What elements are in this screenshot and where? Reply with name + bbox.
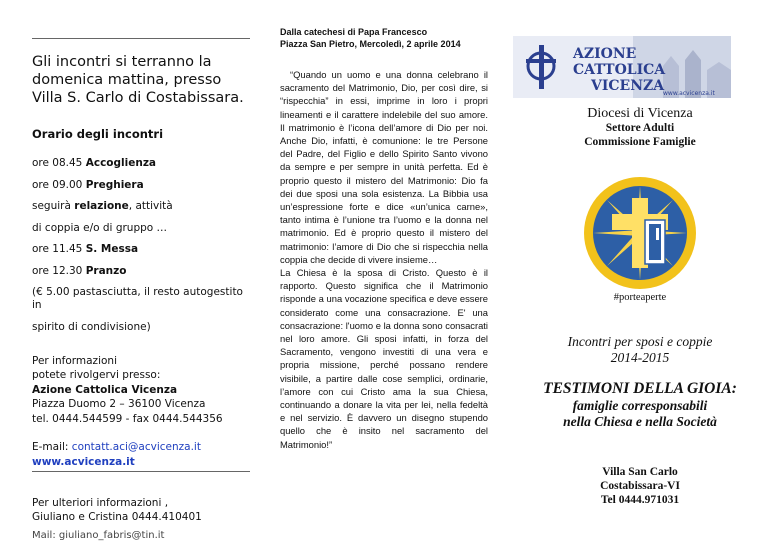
contact-mail: Mail: giuliano_fabris@tin.it bbox=[32, 530, 165, 541]
schedule-item: ore 12.30 Pranzo bbox=[32, 264, 127, 277]
sector-block bbox=[512, 122, 768, 149]
schedule-item: (€ 5.00 pastasciutta, il resto autogestito in bbox=[32, 286, 243, 311]
main-subtitle: nella Chiesa e nella Società bbox=[563, 414, 717, 429]
logo-url: www.acvicenza.it bbox=[663, 90, 715, 97]
meeting-intro: Gli incontri si terranno la domenica mattina, presso Villa S. Carlo di Costabissara. bbox=[32, 54, 244, 106]
address: Piazza Duomo 2 – 36100 Vicenza bbox=[32, 398, 206, 410]
sector-name: Settore Adulti bbox=[605, 122, 675, 134]
schedule-title: Orario degli incontri bbox=[32, 127, 164, 141]
logo-graphic bbox=[513, 36, 731, 98]
event-series bbox=[512, 334, 768, 366]
info-line: potete rivolgervi presso: bbox=[32, 369, 161, 381]
porte-aperte-emblem bbox=[583, 176, 697, 290]
venue-place: Costabissara-VI bbox=[600, 480, 680, 492]
contact-persons: Giuliano e Cristina 0444.410401 bbox=[32, 511, 202, 523]
quote-paragraph: La Chiesa è la sposa di Cristo. Questo è il rapporto. Questo significa che il Matrimonio risponde a una vocazione specifica e deve essere considerato come una consacrazione. E' una consacrazione: l'uomo e la donna sono consacrati nel loro amore. Gli sposi infatti, in forza del Sacramento, vengono investiti di una vera e propria missione, perché possano rendere visibile, a partire dalle cose semplici, ordinarie, l’amore con cui Cristo ama la sua Chiesa, continuando a donare la vita per lei, nella fedeltà e nel servizio. È davvero un disegno stupendo quello che è insito nel sacramento del Matrimonio!” bbox=[280, 267, 488, 450]
email-link[interactable]: contatt.aci@acvicenza.it bbox=[71, 441, 201, 453]
top-divider bbox=[32, 38, 250, 39]
website-link[interactable]: www.acvicenza.it bbox=[32, 456, 135, 468]
middle-panel bbox=[256, 0, 512, 543]
schedule-item: spirito di condivisione) bbox=[32, 320, 151, 333]
schedule-item: ore 08.45 Accoglienza bbox=[32, 157, 157, 169]
azione-cattolica-logo bbox=[513, 36, 731, 98]
catechesis-date: Piazza San Pietro, Mercoledì, 2 aprile 2014 bbox=[280, 39, 461, 49]
catechesis-heading: Dalla catechesi di Papa Francesco bbox=[280, 27, 428, 37]
commission-name: Commissione Famiglie bbox=[584, 135, 696, 148]
event-series-line: Incontri per sposi e coppie bbox=[567, 334, 713, 349]
diocese-name: Diocesi di Vicenza bbox=[587, 106, 693, 121]
main-title-block bbox=[512, 380, 768, 430]
schedule-item: ore 11.45 S. Messa bbox=[32, 243, 139, 255]
hashtag: #porteaperte bbox=[613, 292, 667, 303]
venue-name: Villa San Carlo bbox=[602, 466, 678, 478]
left-panel bbox=[0, 0, 256, 543]
more-info-label: Per ulteriori informazioni , bbox=[32, 497, 169, 509]
door-cross-icon bbox=[583, 176, 697, 290]
schedule-list bbox=[32, 157, 246, 334]
event-series-year: 2014-2015 bbox=[610, 350, 670, 365]
phone-fax: tel. 0444.544599 - fax 0444.544356 bbox=[32, 412, 223, 425]
venue-phone: Tel 0444.971031 bbox=[600, 494, 680, 506]
info-line: Per informazioni bbox=[32, 354, 117, 367]
schedule-item: seguirà relazione, attività bbox=[32, 200, 173, 212]
venue-block bbox=[512, 465, 768, 507]
main-title: TESTIMONI DELLA GIOIA: bbox=[543, 380, 737, 397]
logo-text-1: AZIONE bbox=[573, 46, 637, 62]
schedule-item: ore 09.00 Preghiera bbox=[32, 178, 144, 191]
email-block bbox=[32, 440, 246, 470]
more-info bbox=[32, 496, 246, 524]
logo-text-2: CATTOLICA bbox=[573, 62, 666, 78]
bottom-divider bbox=[32, 471, 250, 472]
organization-name: Azione Cattolica Vicenza bbox=[32, 383, 178, 396]
schedule-item: di coppia e/o di gruppo … bbox=[32, 221, 168, 234]
logo-text-3: VICENZA bbox=[591, 78, 665, 94]
main-subtitle: famiglie corresponsabili bbox=[572, 398, 708, 413]
catechesis-text bbox=[280, 68, 488, 451]
quote-paragraph: “Quando un uomo e una donna celebrano il sacramento del Matrimonio, Dio, per così dire, si “rispecchia” in essi, imprime in loro i propri lineamenti e il carattere indelebile del suo amore. Il matrimonio è l’icona dell’amore di Dio per noi. Anche Dio, infatti, è comunione: le tre Persone del Padre, del Figlio e dello Spirito Santo vivono da sempre e per sempre in unità perfetta. Ed è proprio questo il mistero del Matrimonio: Dio fa dei due sposi una sola esistenza. La Bibbia usa un’espressione forte e dice «un’unica carne», tanto intima è l’unione tra l’uomo e la donna nel matrimonio. Ed è proprio questo il mistero del matrimonio: l’amore di Dio che si rispecchia nella coppia che decide di vivere insieme… bbox=[280, 69, 488, 265]
email-label: E-mail: bbox=[32, 441, 72, 453]
contact-info bbox=[32, 354, 246, 427]
